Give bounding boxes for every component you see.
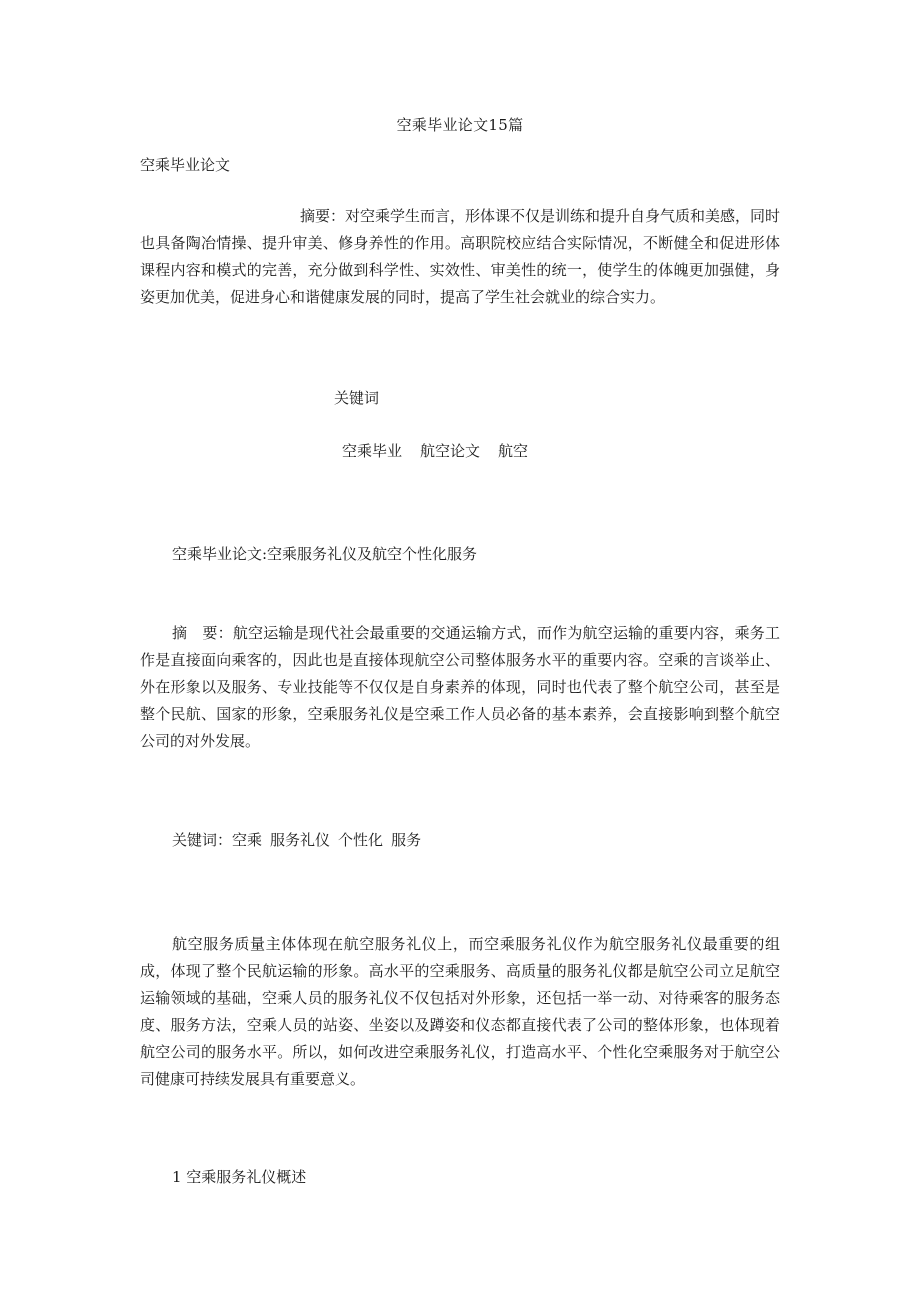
keywords-label: 关键词 <box>334 389 380 407</box>
keywords-list <box>342 440 528 461</box>
abstract-text-1: 摘要：对空乘学生而言，形体课不仅是训练和提升自身气质和美感，同时也具备陶冶情操、提升审美、修身养性的作用。高职院校应结合实际情况，不断健全和促进形体课程内容和模式的完善，充分做到科学性、实效性、审美性的统一，使学生的体魄更加强健，身姿更加优美，促进身心和谐健康发展的同时，提高了学生社会就业的综合实力。 <box>140 207 781 306</box>
keywords-label-2: 关键词： <box>172 831 233 849</box>
abstract-paragraph-2: 摘 要：航空运输是现代社会最重要的交通运输方式，而作为航空运输的重要内容，乘务工作是直接面向乘客的，因此也是直接体现航空公司整体服务水平的重要内容。空乘的言谈举止、外在形象以及服务、专业技能等不仅仅是自身素养的体现，同时也代表了整个航空公司，甚至是整个民航、国家的形象，空乘服务礼仪是空乘工作人员必备的基本素养，会直接影响到整个航空公司的对外发展。 <box>140 624 780 750</box>
keyword-item: 空乘毕业 <box>342 442 403 460</box>
keyword-item: 航空论文 <box>420 442 481 460</box>
document-title: 空乘毕业论文15篇 <box>396 116 524 134</box>
keyword-item: 航空 <box>498 442 529 460</box>
keyword-item: 服务 <box>391 831 422 849</box>
keyword-item: 个性化 <box>338 831 384 849</box>
body-paragraph-1: 航空服务质量主体体现在航空服务礼仪上，而空乘服务礼仪作为航空服务礼仪最重要的组成，体现了整个民航运输的形象。高水平的空乘服务、高质量的服务礼仪都是航空公司立足航空运输领域的基础，空乘人员的服务礼仪不仅包括对外形象，还包括一举一动、对待乘客的服务态度、服务方法，空乘人员的站姿、坐姿以及蹲姿和仪态都直接代表了公司的整体形象，也体现着航空公司的服务水平。所以，如何改进空乘服务礼仪，打造高水平、个性化空乘服务对于航空公司健康可持续发展具有重要意义。 <box>140 935 780 1088</box>
section-title: 空乘毕业论文:空乘服务礼仪及航空个性化服务 <box>172 545 478 563</box>
abstract-paragraph-1 <box>140 203 780 311</box>
keyword-item: 服务礼仪 <box>270 831 331 849</box>
keyword-item: 空乘 <box>232 831 263 849</box>
document-subtitle: 空乘毕业论文 <box>140 156 231 174</box>
keywords-list-2 <box>172 829 421 850</box>
section-heading-1: 1 空乘服务礼仪概述 <box>172 1168 307 1186</box>
